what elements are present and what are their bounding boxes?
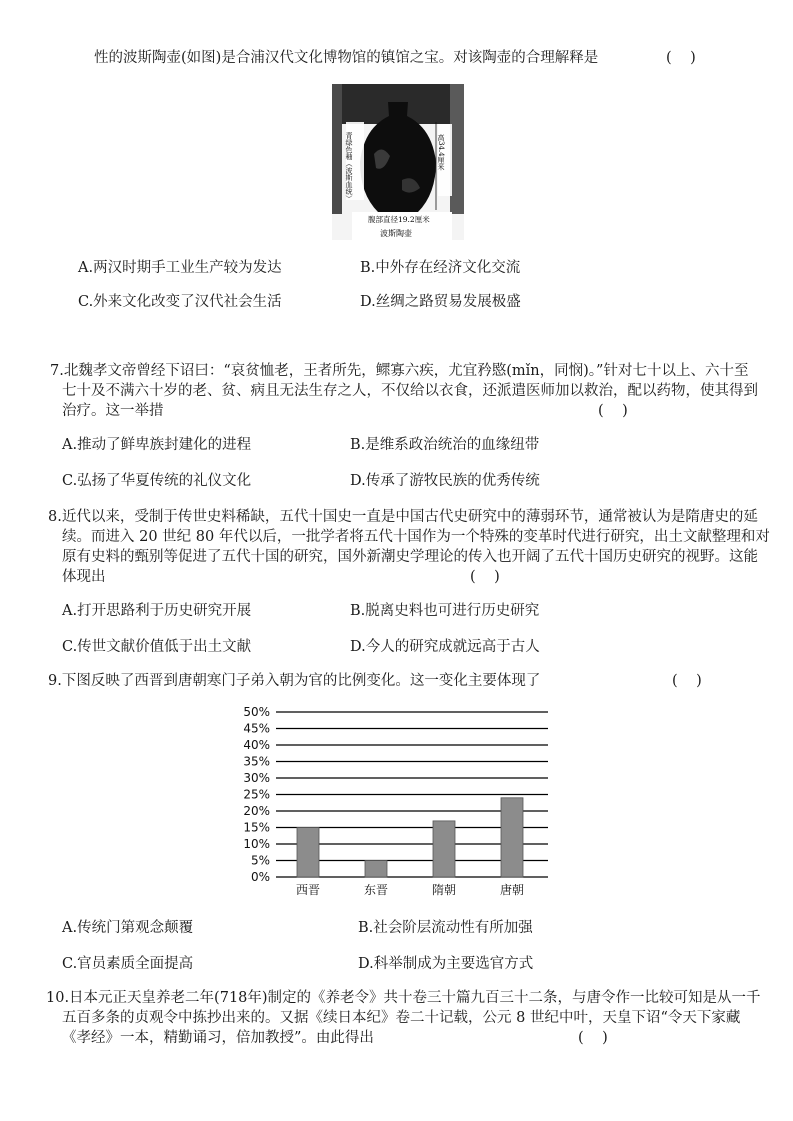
q10-stem-line-3: 《孝经》一本，精勤诵习，倍加教授”。由此得出 [62,1030,374,1046]
q6-stem-line: 性的波斯陶壶(如图)是合浦汉代文化博物馆的镇馆之宝。对该陶壶的合理解释是 [94,50,599,66]
y-tick-label: 20% [243,804,270,818]
chart-y-ticks [243,705,270,884]
x-category-label: 东晋 [363,883,389,897]
q6-option-c[interactable]: C.外来文化改变了汉代社会生活 [78,294,282,310]
y-tick-label: 30% [243,771,270,785]
x-category-label: 唐朝 [499,883,525,897]
x-category-label: 西晋 [295,883,321,897]
q6-option-d[interactable]: D.丝绸之路贸易发展极盛 [360,294,521,310]
official-ratio-bar-chart [240,700,560,900]
bar-西晋 [297,828,319,878]
q7-option-d[interactable]: D.传承了游牧民族的优秀传统 [350,473,540,489]
q8-stem-line-1: 8.近代以来，受制于传世史料稀缺，五代十国史一直是中国古代史研究中的薄弱环节，通常被认为是隋唐史的延 [48,509,758,525]
q9-stem-line: 9.下图反映了西晋到唐朝寒门子弟入朝为官的比例变化。这一变化主要体现了 [48,673,541,689]
q7-option-a[interactable]: A.推动了鲜卑族封建化的进程 [62,437,252,453]
y-tick-label: 15% [243,820,270,835]
chart-bars [297,798,523,877]
q9-option-a[interactable]: A.传统门第观念颠覆 [62,920,194,936]
y-tick-label: 5% [250,853,270,868]
q10-answer-paren: ( ) [578,1030,608,1046]
q9-option-c[interactable]: C.官员素质全面提高 [62,956,194,972]
q9-answer-paren: ( ) [672,673,702,689]
q7-answer-paren: ( ) [598,403,628,419]
q8-stem-line-4: 体现出 [62,569,106,585]
q6-option-b[interactable]: B.中外存在经济文化交流 [360,260,521,276]
q8-option-a[interactable]: A.打开思路利于历史研究开展 [62,603,252,619]
q7-option-c[interactable]: C.弘扬了华夏传统的礼仪文化 [62,473,252,489]
y-tick-label: 25% [243,787,270,802]
q8-option-b[interactable]: B.脱离史料也可进行历史研究 [350,603,540,619]
q8-stem-line-3: 原有史料的甄别等促进了五代十国的研究，国外新潮史学理论的传入也开阔了五代十国历史研究的视野。这能 [62,549,758,565]
y-tick-label: 50% [243,705,270,719]
q8-answer-paren: ( ) [470,569,500,585]
q6-answer-paren: ( ) [666,50,696,66]
q7-stem-line-1: 7.北魏孝文帝曾经下诏曰：“哀贫恤老，王者所先，鳏寡六疾，尤宜矜愍(mǐn，同悯)。”针对七十以上、六十至 [50,363,749,379]
q8-option-d[interactable]: D.今人的研究成就远高于古人 [350,639,540,655]
q8-stem-line-2: 续。而进入 20 世纪 80 年代以后，一批学者将五代十国作为一个特殊的变革时代进行研究，出土文献整理和对 [62,529,770,545]
y-tick-label: 45% [243,721,270,736]
q7-option-b[interactable]: B.是维系政治统治的血缘纽带 [350,437,540,453]
y-tick-label: 40% [243,738,270,752]
bar-隋朝 [433,821,455,877]
vase-left-label: 青绿色釉（波斯血统） [345,132,353,202]
vase-height-label: 高34.4厘米 [437,134,445,171]
q10-stem-line-2: 五百多条的贞观令中拣抄出来的。又据《续日本纪》卷二十记载，公元 8 世纪中叶，天皇下诏“令天下家藏 [62,1010,741,1026]
q7-stem-line-3: 治疗。这一举措 [62,403,164,419]
chart-x-labels [296,882,524,897]
q9-option-b[interactable]: B.社会阶层流动性有所加强 [358,920,533,936]
q7-stem-line-2: 七十及不满六十岁的老、贫、病且无法生存之人，不仅给以衣食，还派遣医师加以救治，配以药物，使其得到 [62,383,758,399]
y-tick-label: 35% [243,754,270,769]
q6-option-a[interactable]: A.两汉时期手工业生产较为发达 [78,260,282,276]
bar-唐朝 [501,798,523,877]
vase-diameter-label: 腹部直径19.2厘米 [368,215,430,224]
bar-东晋 [365,861,387,878]
y-tick-label: 0% [250,870,270,884]
y-tick-label: 10% [243,837,270,851]
q10-stem-line-1: 10.日本元正天皇养老二年(718年)制定的《养老令》共十卷三十篇九百三十二条，与唐令作一比较可知是从一千 [46,990,761,1006]
vase-caption: 波斯陶壶 [380,229,412,238]
q9-option-d[interactable]: D.科举制成为主要选官方式 [358,956,534,972]
x-category-label: 隋朝 [431,883,457,897]
persian-vase-photo [332,84,464,240]
q8-option-c[interactable]: C.传世文献价值低于出土文献 [62,639,252,655]
